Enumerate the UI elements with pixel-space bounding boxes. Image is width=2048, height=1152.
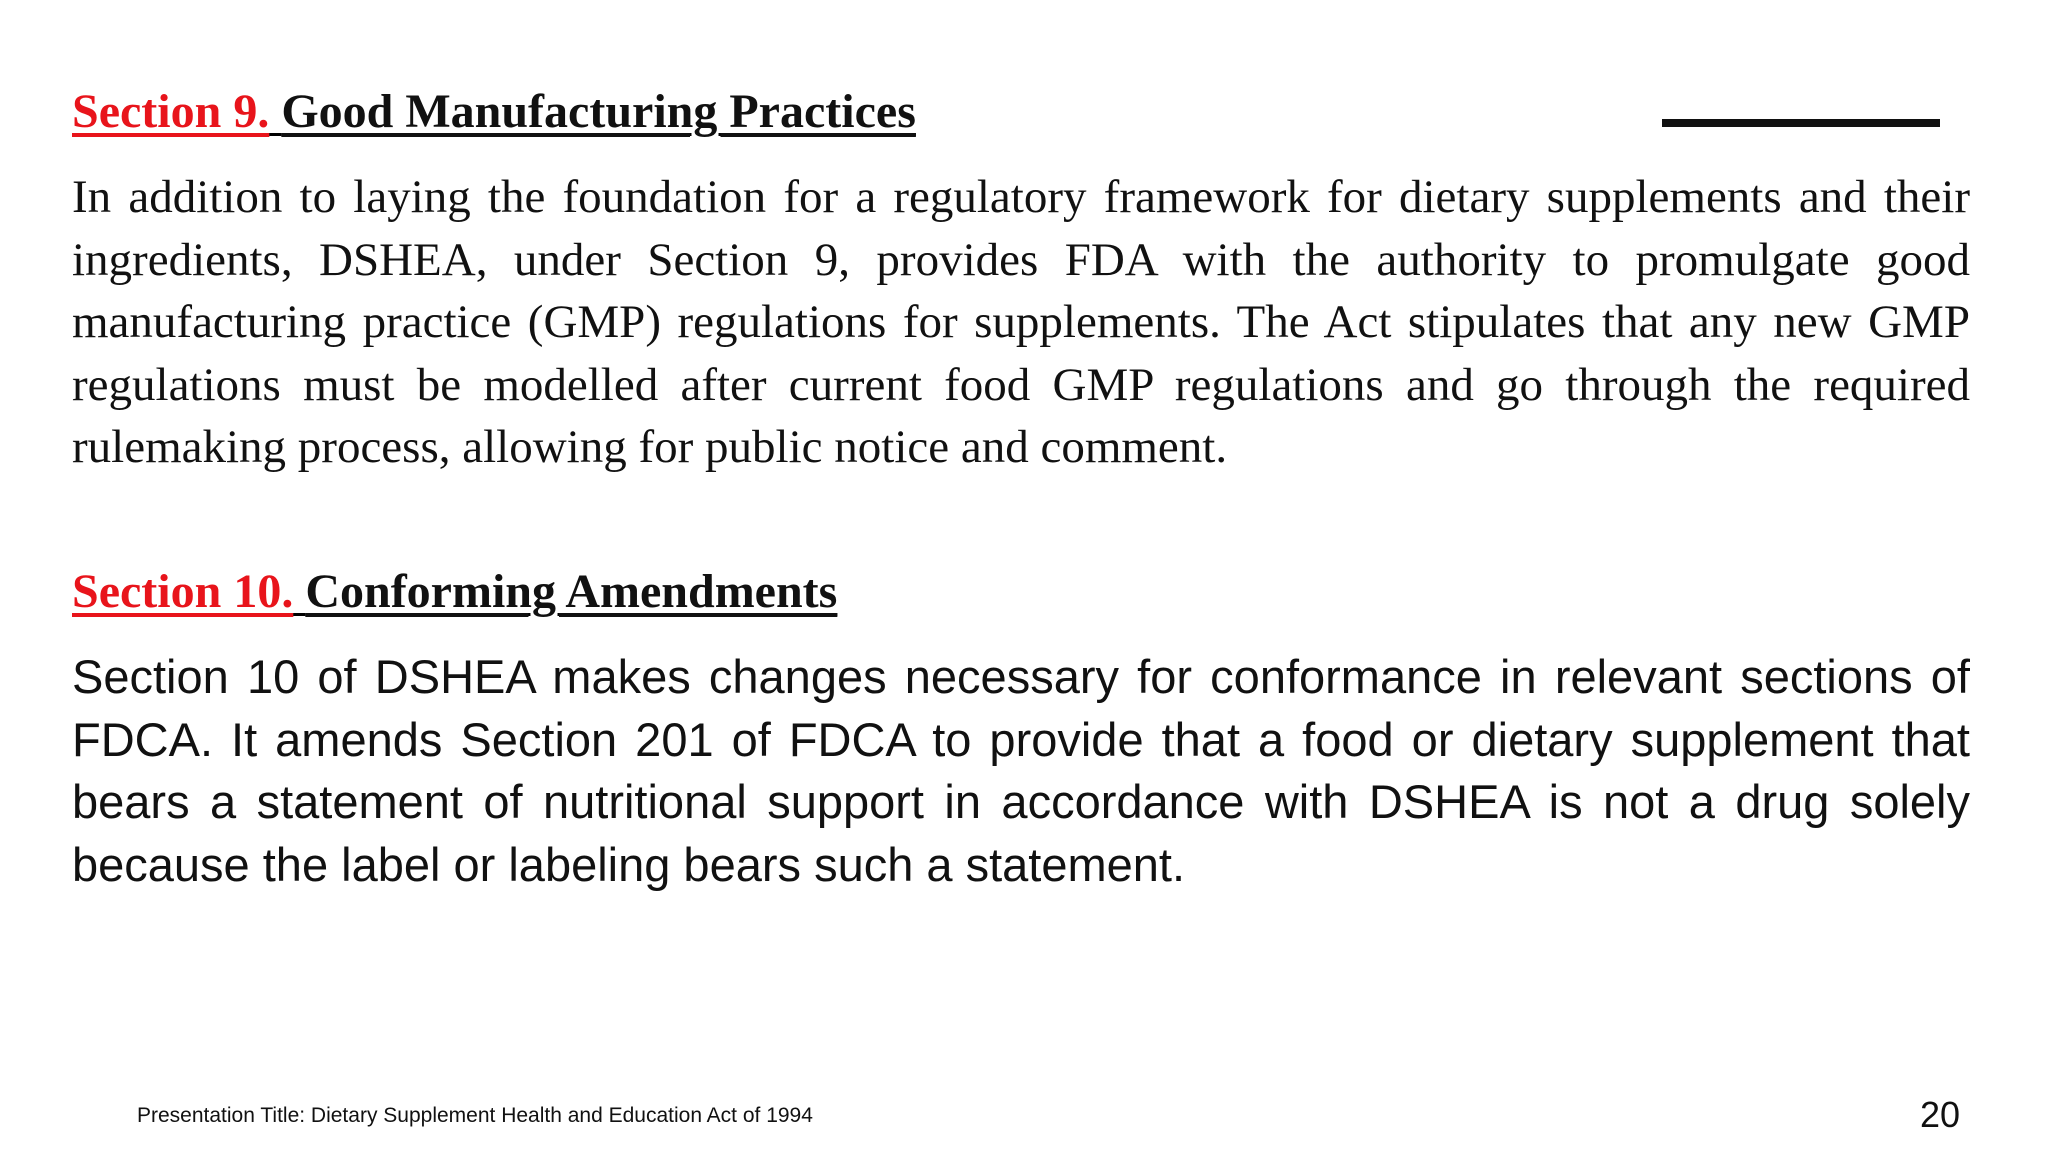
section-9-body: In addition to laying the foundation for a regulatory framework for dietary supplements and their ingredients, DSHEA, under Section 9, provides FDA with the authority to promulgate good manufacturing practice (GMP) regulations for supplements. The Act stipulates that any new GMP regulations must be modelled after current food GMP regulations and go through the required rulemaking process, allowing for public notice and comment. [72, 171, 1970, 473]
section-10-body: Section 10 of DSHEA makes changes necessary for conformance in relevant sections of FDCA. It amends Section 201 of FDCA to provide that a food or dietary supplement that bears a statement of nutritional support in accordance with DSHEA is not a drug solely because the label or labeling bears such a statement. [72, 650, 1970, 891]
page-number: 20 [1919, 1094, 1960, 1135]
footer-presentation-title: Presentation Title: Dietary Supplement Health and Education Act of 1994 [137, 1104, 813, 1127]
section-10-number: Section 10. [72, 565, 294, 618]
section-9-title: Good Manufacturing Practices [281, 85, 916, 138]
section-10-heading [72, 564, 837, 620]
section-10-title: Conforming Amendments [305, 565, 838, 618]
decorative-bar [1662, 119, 1940, 127]
section-9-heading [72, 84, 916, 140]
section-9-number: Section 9. [72, 85, 270, 138]
